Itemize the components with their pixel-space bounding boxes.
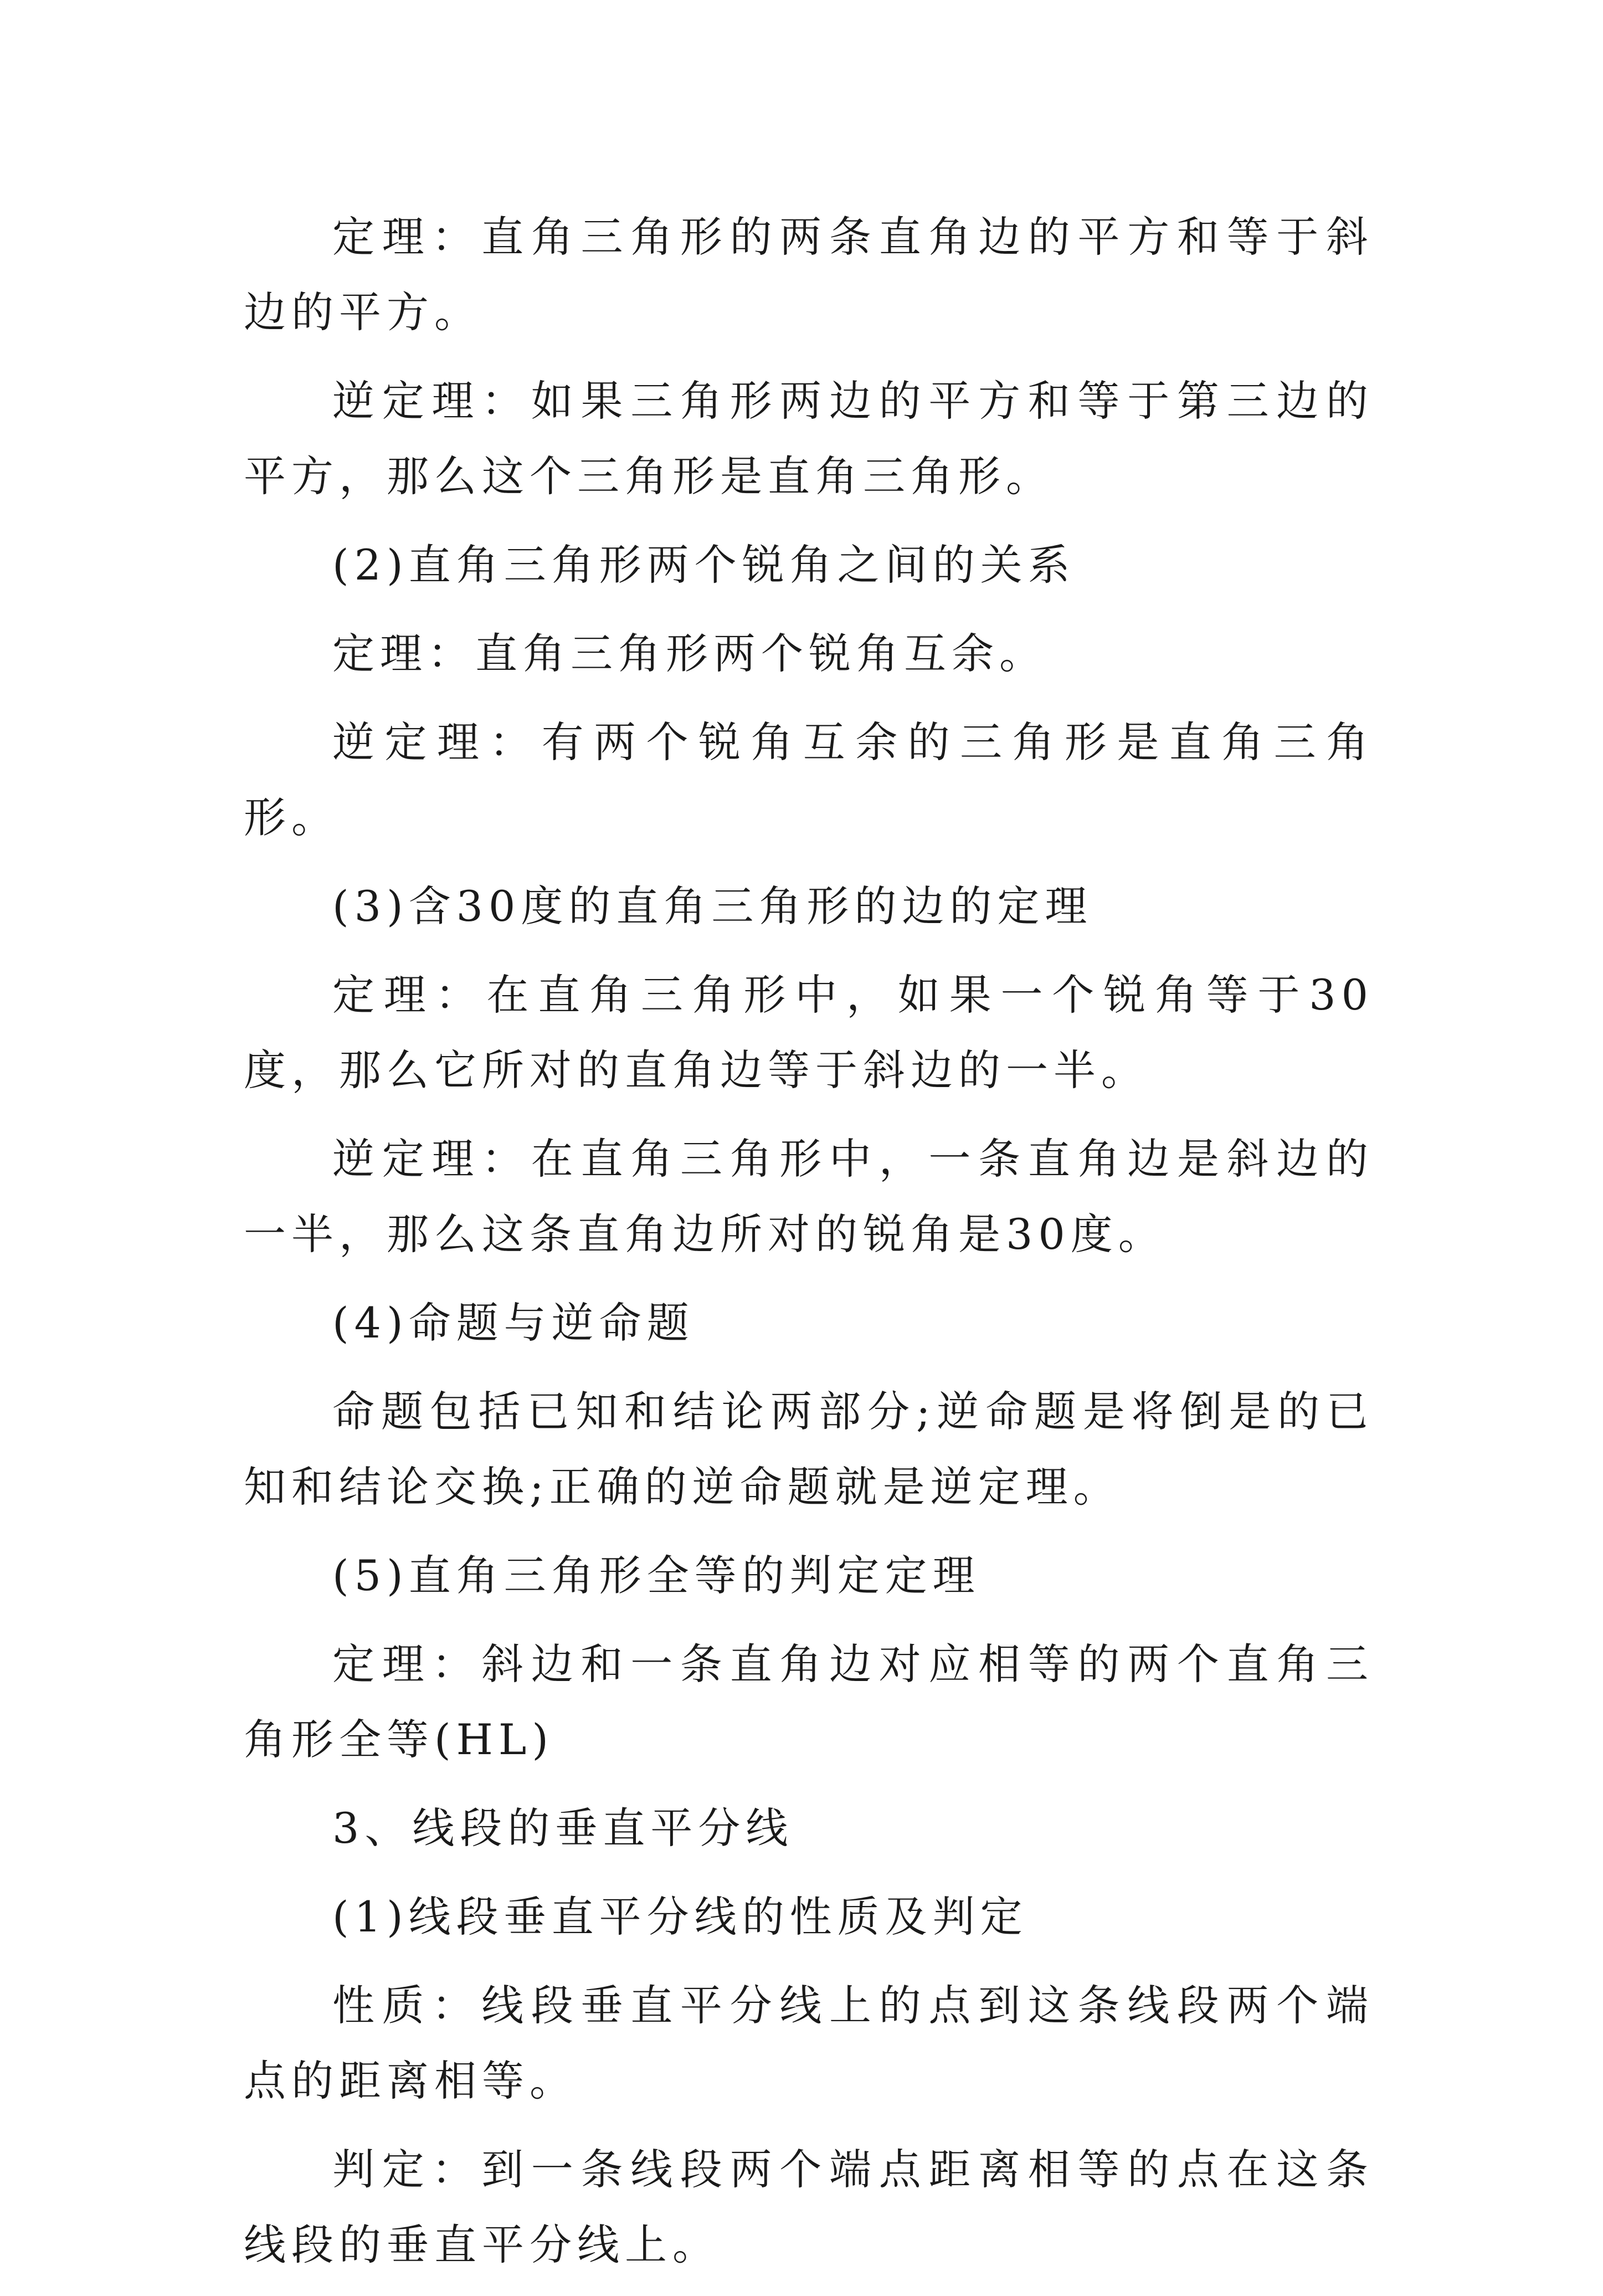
paragraph-acute-angles-converse: 逆定理：有两个锐角互余的三角形是直角三角形。 — [244, 718, 1374, 842]
paragraph-bisector-criterion: 判定：到一条线段两个端点距离相等的点在这条线段的垂直平分线上。 — [244, 2145, 1374, 2269]
section-heading-acute-angles: (2)直角三角形两个锐角之间的关系 — [332, 540, 1076, 590]
document-body — [244, 199, 1374, 2296]
section-heading-congruence: (5)直角三角形全等的判定定理 — [332, 1551, 980, 1600]
subsection-heading-bisector-properties: (1)线段垂直平分线的性质及判定 — [332, 1892, 1028, 1941]
paragraph-30-degree-theorem: 定理：在直角三角形中，如果一个锐角等于30度，那么它所对的直角边等于斜边的一半。 — [244, 970, 1374, 1095]
section-heading-propositions: (4)命题与逆命题 — [332, 1298, 695, 1347]
section-heading-perpendicular-bisector: 3、线段的垂直平分线 — [332, 1803, 794, 1853]
paragraph-pythagorean-theorem: 定理：直角三角形的两条直角边的平方和等于斜边的平方。 — [244, 212, 1374, 337]
section-heading-30-degree: (3)含30度的直角三角形的边的定理 — [332, 882, 1093, 931]
paragraph-hl-theorem: 定理：斜边和一条直角边对应相等的两个直角三角形全等(HL) — [244, 1639, 1374, 1764]
paragraph-30-degree-converse: 逆定理：在直角三角形中，一条直角边是斜边的一半，那么这条直角边所对的锐角是30度。 — [244, 1134, 1374, 1259]
paragraph-propositions: 命题包括已知和结论两部分;逆命题是将倒是的已知和结论交换;正确的逆命题就是逆定理。 — [244, 1387, 1374, 1511]
paragraph-acute-angles-theorem: 定理：直角三角形两个锐角互余。 — [332, 629, 1047, 678]
paragraph-pythagorean-converse: 逆定理：如果三角形两边的平方和等于第三边的平方，那么这个三角形是直角三角形。 — [244, 376, 1374, 501]
paragraph-bisector-property: 性质：线段垂直平分线上的点到这条线段两个端点的距离相等。 — [244, 1981, 1374, 2105]
